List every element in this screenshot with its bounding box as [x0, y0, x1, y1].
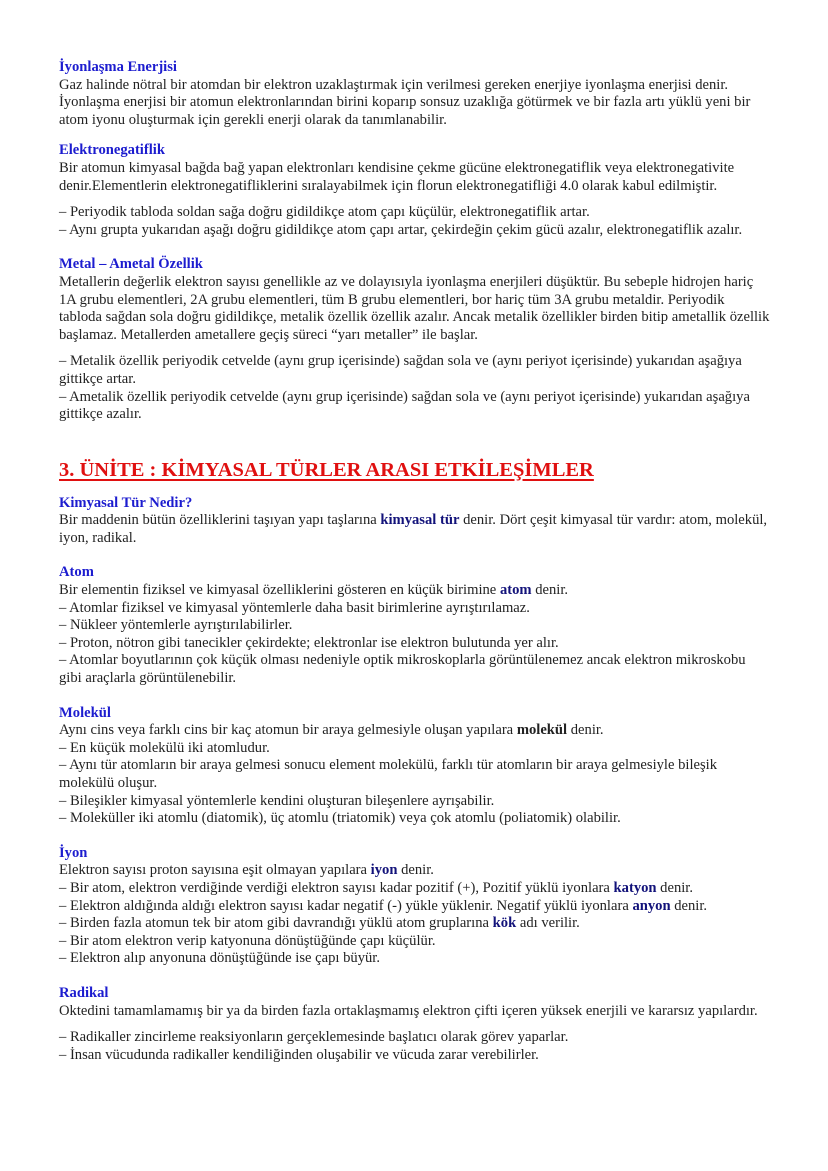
text: Aynı cins veya farklı cins bir kaç atomun bir araya gelmesiyle oluşan yapılara: [59, 722, 517, 739]
bullet-item: – Atomlar fiziksel ve kimyasal yöntemlerle daha basit birimlerine ayrıştırılamaz.: [59, 599, 530, 616]
text: denir. Dört çeşit kimyasal tür vardır: atom, molekül, iyon, radikal.: [59, 512, 768, 546]
text: denir.: [397, 862, 434, 879]
text: Elektron sayısı proton sayısına eşit olmayan yapılara: [59, 862, 371, 879]
unit-title: 3. ÜNİTE : KİMYASAL TÜRLER ARASI ETKİLEŞİMLER: [59, 458, 594, 481]
bullet-item: – Aynı tür atomların bir araya gelmesi sonucu element molekülü, farklı tür atomların bir araya gelmesiyle bileşik molekülü oluşur.: [59, 757, 718, 791]
bullet-item: [59, 880, 771, 898]
section-heading: Elektronegatiflik: [59, 142, 165, 159]
bullet-item: – Moleküller iki atomlu (diatomik), üç atomlu (triatomik) veya çok atomlu (poliatomik) olabilir.: [59, 810, 621, 827]
text: – Elektron aldığında aldığı elektron sayısı kadar negatif (-) yükle yüklenir. Negatif yüklü iyonlara: [59, 897, 633, 914]
text: denir.: [567, 722, 604, 739]
section-heading: Radikal: [59, 984, 109, 1001]
section-heading: Molekül: [59, 704, 111, 721]
section-heading: Kimyasal Tür Nedir?: [59, 494, 193, 511]
key-term: anyon: [632, 897, 671, 914]
section-chemical-species: [59, 495, 771, 548]
text: denir.: [670, 897, 708, 914]
section-ionization-energy: [59, 59, 771, 129]
text: adı verilir.: [516, 915, 580, 932]
bullet-item: – Metalik özellik periyodik cetvelde (aynı grup içerisinde) sağdan sola ve (aynı periyot içerisinde) yukarıdan aşağıya gittikçe artar.: [59, 353, 742, 387]
bullet-item: – Radikaller zincirleme reaksiyonların gerçeklemesinde başlatıcı olarak görev yaparlar.: [59, 1029, 569, 1046]
bullet-item: – Proton, nötron gibi tanecikler çekirdekte; elektronlar ise elektron bulutunda yer alır.: [59, 634, 559, 651]
bullet-item: – Periyodik tabloda soldan sağa doğru gidildikçe atom çapı küçülür, elektronegatiflik artar.: [59, 204, 590, 221]
key-term: kök: [492, 915, 517, 932]
text: – Bir atom, elektron verdiğinde verdiği elektron sayısı kadar pozitif (+), Pozitif yüklü iyonlara: [59, 879, 614, 896]
key-term: kimyasal tür: [380, 512, 460, 529]
paragraph: [59, 582, 771, 600]
bullet-item: – En küçük molekülü iki atomludur.: [59, 739, 270, 756]
bullet-item: – Ametalik özellik periyodik cetvelde (aynı grup içerisinde) sağdan sola ve (aynı periyot içerisinde) yukarıdan aşağıya gittikçe azalır.: [59, 388, 750, 423]
key-term: katyon: [613, 879, 657, 896]
text: denir.: [531, 582, 569, 599]
section-heading: Metal – Ametal Özellik: [59, 256, 203, 273]
paragraph: [59, 512, 771, 547]
bullet-item: – Atomlar boyutlarının çok küçük olması nedeniyle optik mikroskoplarla görüntülenemez ancak elektron mikroskobu gibi araçlarla görüntülenebilir.: [59, 652, 746, 687]
text: Bir elementin fiziksel ve kimyasal özelliklerini gösteren en küçük birimine: [59, 582, 500, 599]
paragraph: Oktedini tamamlamamış bir ya da birden fazla ortaklaşmamış elektron çifti içeren yüksek enerjili ve kararsız yapılardır.: [59, 1002, 758, 1019]
key-term: atom: [499, 582, 532, 599]
paragraph: Gaz halinde nötral bir atomdan bir elektron uzaklaştırmak için verilmesi gereken enerjiye iyonlaşma enerjisi denir. İyonlaşma enerjisi bir atomun elektronlarından birini koparıp sonsuz uzaklığa götürmek ve bir fazla artı yüklü yeni bir atom iyonu oluşturmak için gerekli enerji olarak da tanımlanabilir.: [59, 76, 751, 128]
bullet-item: – Aynı grupta yukarıdan aşağı doğru gidildikçe atom çapı artar, çekirdeğin çekim gücü azalır, elektronegatiflik azalır.: [59, 221, 743, 238]
bullet-item: – Bir atom elektron verip katyonuna dönüştüğünde çapı küçülür.: [59, 932, 436, 949]
key-term: iyon: [370, 862, 398, 879]
text: – Birden fazla atomun tek bir atom gibi davrandığı yüklü atom gruplarına: [59, 915, 493, 932]
text: Bir maddenin bütün özelliklerini taşıyan yapı taşlarına: [59, 512, 381, 529]
section-radical: [59, 985, 771, 1064]
bullet-item: [59, 915, 771, 933]
paragraph: [59, 722, 771, 740]
bullet-item: [59, 898, 771, 916]
section-heading: Atom: [59, 564, 94, 581]
bullet-item: – Elektron alıp anyonuna dönüştüğünde ise çapı büyür.: [59, 950, 380, 967]
text: denir.: [656, 879, 694, 896]
section-atom: [59, 564, 771, 687]
paragraph: Bir atomun kimyasal bağda bağ yapan elektronları kendisine çekme gücüne elektronegatiflik veya elektronegativite denir.Elementlerin elektronegatifliklerini sıralayabilmek için florun elektronegatifliği 4.0 olarak kabul edilmiştir.: [59, 159, 735, 194]
bullet-item: – Nükleer yöntemlerle ayrıştırılabilirler.: [59, 617, 293, 634]
section-molecule: [59, 705, 771, 828]
section-electronegativity: [59, 142, 771, 239]
section-heading: İyonlaşma Enerjisi: [59, 59, 177, 75]
section-metal-nonmetal: [59, 256, 771, 423]
section-ion: [59, 845, 771, 968]
key-term: molekül: [516, 722, 568, 739]
document-page: [59, 59, 771, 1064]
bullet-item: – Bileşikler kimyasal yöntemlerle kendini oluşturan bileşenlere ayrışabilir.: [59, 792, 495, 809]
paragraph: Metallerin değerlik elektron sayısı genellikle az ve dolayısıyla iyonlaşma enerjileri düşüktür. Bu sebeple hidrojen hariç 1A grubu elementleri, 2A grubu elementleri, tüm B grubu elementleri, bor hariç tüm 3A grubu metaldir. Periyodik tabloda sağdan sola doğru gidildikçe, metalik özellik özellik azalır. Ancak metalik özellikler birden bitip ametallik özellik başlamaz. Metallerden ametallere geçiş süreci “yarı metaller” ile başlar.: [59, 273, 770, 343]
bullet-item: – İnsan vücudunda radikaller kendiliğinden oluşabilir ve vücuda zarar verebilirler.: [59, 1046, 539, 1063]
section-heading: İyon: [59, 844, 88, 861]
paragraph: [59, 862, 771, 880]
